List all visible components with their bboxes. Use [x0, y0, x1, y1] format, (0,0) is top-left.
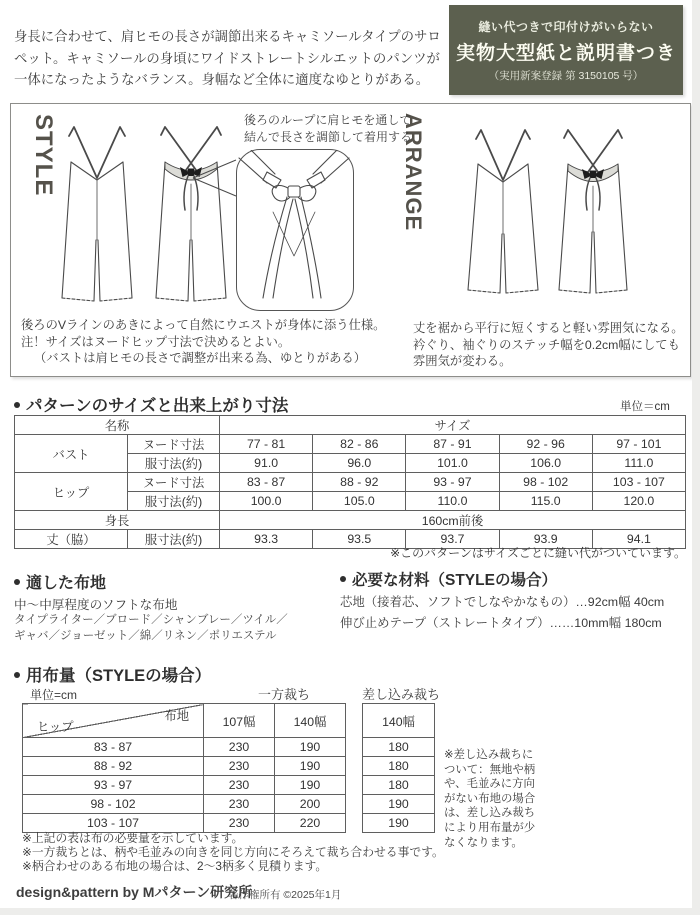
page-edge-right — [692, 0, 700, 915]
table-cell: 服寸法(約) — [128, 530, 220, 549]
detail-leader-line — [191, 156, 237, 201]
table-cell: 91.0 — [220, 454, 313, 473]
strap-instruction-line: 後ろのループに肩ヒモを通して — [244, 113, 412, 127]
arrange-note — [413, 320, 693, 370]
table-cell: 98 - 102 — [499, 473, 592, 492]
materials-line: 芯地（接着芯、ソフトでしなやかなもの）…92cm幅 40cm — [340, 595, 665, 609]
yardage-footnotes — [22, 832, 444, 873]
insert-cut-label: 差し込み裁ち — [362, 687, 441, 702]
style-note — [21, 317, 419, 367]
table-cell: 230 — [204, 795, 275, 814]
table-row — [23, 757, 346, 776]
materials-line: 伸び止めテープ（ストレートタイプ）……10mm幅 180cm — [340, 616, 662, 630]
table-cell: 120.0 — [592, 492, 685, 511]
materials-lines — [340, 592, 664, 634]
back-bow-detail-inset — [236, 149, 354, 311]
table-cell: 名称 — [15, 416, 220, 435]
arrange-garment-illustration — [466, 126, 638, 310]
table-cell: 107幅 — [204, 704, 275, 738]
table-cell: 丈（脇） — [15, 530, 128, 549]
insert-cut-side-note: ※差し込み裁ちについて：無地や柄や、毛並みに方向がない布地の場合は、差し込み裁ちにより用布量が少なくなります。 — [444, 749, 536, 849]
yardage-footnote: ※一方裁ちとは、柄や毛並みの向きを同じ方向にそろえて裁ち合わせる事です。 — [22, 844, 444, 859]
fabric-examples-line: ギャバ／ジョーゼット／綿／リネン／ポリエステル — [14, 629, 277, 642]
table-cell: 200 — [275, 795, 346, 814]
table-cell: 140幅 — [363, 704, 435, 738]
table-cell: 230 — [204, 776, 275, 795]
table-cell: 111.0 — [592, 454, 685, 473]
table-cell: 103 - 107 — [23, 814, 204, 833]
table-cell: バスト — [15, 435, 128, 473]
diag-label-fabric: 布地 — [164, 709, 189, 723]
yardage-unit-label: 単位=cm — [30, 688, 78, 702]
promo-line-3: （実用新案登録 第 3150105 号） — [488, 70, 644, 82]
table-row — [23, 704, 346, 738]
fabric-type-line: 中～中厚程度のソフトな布地 — [14, 598, 178, 612]
table-row — [363, 704, 435, 738]
table-cell: 180 — [363, 738, 435, 757]
table-cell: 93.9 — [499, 530, 592, 549]
table-row — [15, 416, 686, 435]
table-cell: 180 — [363, 776, 435, 795]
style-note-line: （バストは肩ヒモの長さで調整が出来る為、ゆとりがある） — [34, 351, 367, 365]
style-note-line: 注！サイズはヌードヒップ寸法で決めるとよい。 — [21, 334, 291, 349]
table-cell: 230 — [204, 738, 275, 757]
arrange-note-line: 丈を裾から平行に短くすると軽い雰囲気になる。 — [413, 321, 684, 335]
table-cell: 93 - 97 — [23, 776, 204, 795]
table-cell: 190 — [275, 738, 346, 757]
table-cell: 88 - 92 — [313, 473, 406, 492]
table-cell: 93.5 — [313, 530, 406, 549]
table-cell: 87 - 91 — [406, 435, 499, 454]
table-row — [23, 776, 346, 795]
strap-instruction — [244, 112, 412, 146]
style-label: STYLE — [30, 114, 57, 197]
yardage-section-title — [14, 662, 211, 686]
yardage-footnote: ※柄合わせのある布地の場合は、2～3柄多く見積ります。 — [22, 858, 328, 873]
table-cell: 190 — [363, 795, 435, 814]
style-garment-illustration — [59, 122, 235, 314]
table-cell: 103 - 107 — [592, 473, 685, 492]
table-cell: 101.0 — [406, 454, 499, 473]
table-cell: 106.0 — [499, 454, 592, 473]
table-cell: 96.0 — [313, 454, 406, 473]
table-cell: 230 — [204, 814, 275, 833]
table-cell: 服寸法(約) — [128, 454, 220, 473]
table-cell: 140幅 — [275, 704, 346, 738]
insert-cut-table — [362, 703, 435, 833]
style-note-line: 後ろのVラインのあきによって自然にウエストが身体に添う仕様。 — [21, 318, 386, 332]
table-cell: 115.0 — [499, 492, 592, 511]
diag-label-hip: ヒップ — [37, 720, 74, 734]
promo-box — [449, 5, 683, 95]
table-cell: 93.7 — [406, 530, 499, 549]
table-cell: 190 — [275, 757, 346, 776]
page-edge-bottom — [0, 908, 700, 915]
table-cell: 100.0 — [220, 492, 313, 511]
section-bullet — [14, 672, 20, 678]
promo-line-1: 縫い代つきで印付けがいらない — [478, 20, 654, 34]
table-row — [15, 511, 686, 530]
table-cell: 身長 — [15, 511, 220, 530]
intro-paragraph — [14, 26, 459, 91]
table-row — [23, 795, 346, 814]
table-cell: 92 - 96 — [499, 435, 592, 454]
table-cell: 服寸法(約) — [128, 492, 220, 511]
table-cell: 93.3 — [220, 530, 313, 549]
section-bullet — [14, 402, 20, 408]
table-cell: 180 — [363, 757, 435, 776]
table-cell: 220 — [275, 814, 346, 833]
table-cell: 82 - 86 — [313, 435, 406, 454]
yardage-section-title-text: 用布量（STYLEの場合） — [26, 667, 212, 685]
strap-instruction-line: 結んで長さを調節して着用する — [244, 130, 413, 144]
one-way-cut-label: 一方裁ち — [257, 687, 310, 702]
promo-line-2: 実物大型紙と説明書つき — [455, 43, 676, 64]
table-cell: 110.0 — [406, 492, 499, 511]
size-section-title — [14, 392, 288, 416]
back-bow-detail-drawing — [237, 150, 351, 308]
size-unit-label: 単位＝cm — [620, 401, 670, 413]
table-cell: 83 - 87 — [23, 738, 204, 757]
table-cell: 105.0 — [313, 492, 406, 511]
table-row — [363, 738, 435, 757]
fabric-examples — [14, 613, 288, 644]
table-cell: 97 - 101 — [592, 435, 685, 454]
intro-line: 一体になったようなバランス。身幅など全体に適度なゆとりがある。 — [14, 72, 430, 87]
illustration-panel — [10, 103, 691, 377]
table-cell: 230 — [204, 757, 275, 776]
table-cell: サイズ — [220, 416, 686, 435]
arrange-label: ARRANGE — [401, 113, 426, 232]
section-bullet — [340, 576, 346, 582]
fabric-section-title — [14, 570, 106, 593]
diagonal-header-cell — [23, 704, 204, 738]
section-bullet — [14, 579, 20, 585]
table-cell: 93 - 97 — [406, 473, 499, 492]
table-row — [15, 435, 686, 454]
arrange-note-line: 雰囲気が変わる。 — [413, 354, 512, 368]
table-row — [363, 757, 435, 776]
table-row — [363, 814, 435, 833]
materials-section-title — [340, 568, 557, 590]
table-cell: 77 - 81 — [220, 435, 313, 454]
fabric-section-title-text: 適した布地 — [26, 575, 107, 592]
fabric-examples-line: タイプライター／ブロード／シャンブレー／ツイル／ — [14, 614, 288, 626]
table-cell: ヌード寸法 — [128, 473, 220, 492]
table-cell: 190 — [363, 814, 435, 833]
intro-line: ペット。キャミソールの身頃にワイドストレートシルエットのパンツが — [14, 50, 440, 66]
credit-line: design&pattern by Mパターン研究所 — [16, 884, 253, 900]
copyright-line: 著作権所有 ©2025年1月 — [228, 889, 342, 901]
table-row — [23, 738, 346, 757]
table-row — [15, 473, 686, 492]
table-row — [363, 795, 435, 814]
table-cell: 83 - 87 — [220, 473, 313, 492]
table-row — [363, 776, 435, 795]
size-table-note: ※このパターンはサイズごとに縫い代がついています。 — [390, 546, 686, 560]
intro-line: 身長に合わせて、肩ヒモの長さが調節出来るキャミソールタイプのサロ — [14, 29, 441, 44]
size-section-title-text: パターンのサイズと出来上がり寸法 — [26, 397, 289, 415]
arrange-note-line: 衿ぐり、袖ぐりのステッチ幅を0.2cm幅にしても — [413, 337, 680, 352]
materials-section-title-text: 必要な材料（STYLEの場合） — [352, 572, 557, 589]
table-row — [23, 814, 346, 833]
table-cell: ヌード寸法 — [128, 435, 220, 454]
yardage-table — [22, 703, 346, 833]
table-cell: 190 — [275, 776, 346, 795]
yardage-footnote: ※上記の表は布の必要量を示しています。 — [22, 831, 244, 845]
table-cell: 160cm前後 — [220, 511, 686, 530]
table-cell: ヒップ — [15, 473, 128, 511]
table-cell: 94.1 — [592, 530, 685, 549]
table-cell: 88 - 92 — [23, 757, 204, 776]
table-cell: 98 - 102 — [23, 795, 204, 814]
size-table — [14, 415, 686, 549]
